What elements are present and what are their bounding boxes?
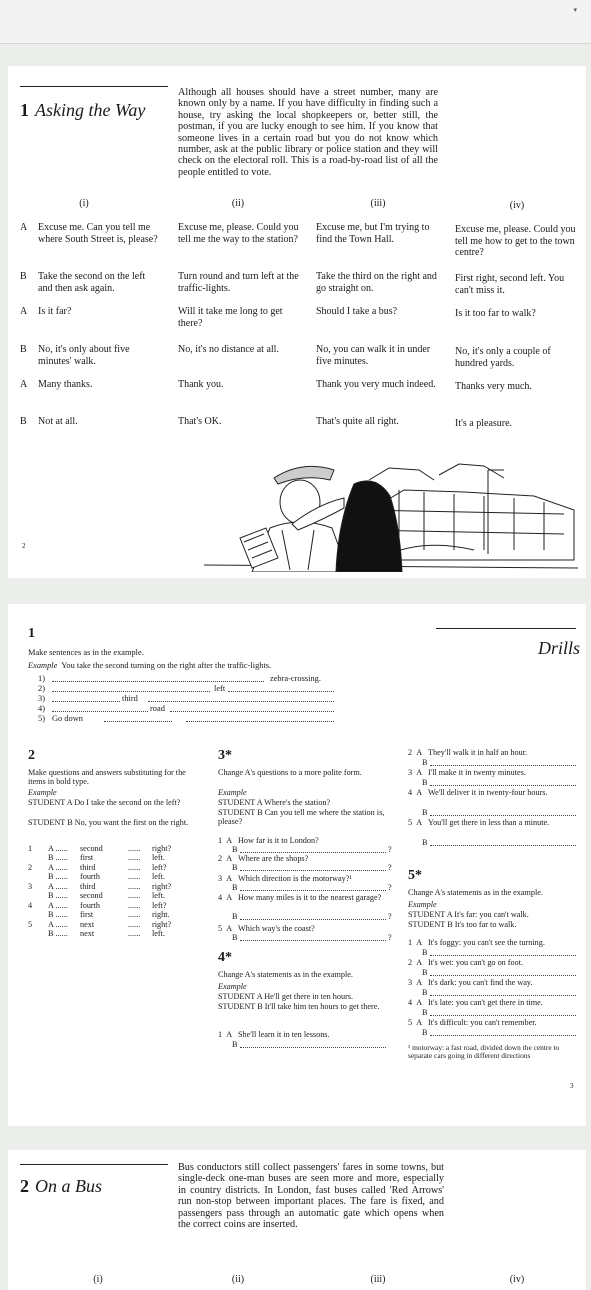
cue-word: left? [152, 863, 167, 872]
answer-line [430, 988, 576, 996]
speaker-label: B [20, 416, 27, 427]
cue-sentence: It's wet: you can't go on foot. [428, 958, 524, 967]
cue-word: right? [152, 920, 172, 929]
student-b-line: STUDENT B No, you want the first on the right. [28, 818, 189, 827]
drill-number: 1 [28, 626, 35, 641]
answer-line [52, 694, 120, 702]
cue-word: right. [152, 910, 170, 919]
cue-sentence: I'll make it in twenty minutes. [428, 768, 526, 777]
speaker-label: A [20, 379, 28, 390]
lesson-intro: Bus conductors still collect passengers' fares in some towns, but single-deck one-man buses are seen more and more, especially in country districts. In London, fast buses called 'Red Arrows' run non-stop between important places. The fare is fixed, and passengers pass through an automatic gate which opens when the correct coins are inserted. [178, 1162, 444, 1231]
dialogue-cell: No, you can walk it in under five minutes. [316, 344, 431, 367]
dialogue-cell: Will it take me long to get there? [178, 306, 283, 329]
cue-sentence: She'll learn it in ten lessons. [238, 1030, 330, 1039]
cue-word: Go down [52, 714, 83, 723]
cue-word: third [122, 694, 138, 703]
answer-line [430, 1028, 576, 1036]
answer-line [148, 694, 334, 702]
dialogue-cell: That's OK. [178, 416, 222, 427]
drill-number: 4* [218, 950, 232, 965]
street-scene-illustration [204, 450, 578, 572]
answer-line [170, 704, 334, 712]
answer-line [430, 758, 576, 766]
dialogue-cell: Not at all. [38, 416, 78, 427]
drill-instruction: Change A's questions to a more polite form. [218, 768, 362, 777]
student-a-line: STUDENT A It's far: you can't walk. [408, 910, 529, 919]
drills-title: Drills [538, 638, 581, 658]
student-b-line: STUDENT B It's too far to walk. [408, 920, 517, 929]
dialogue-cell: Is it far? [38, 306, 72, 317]
item-number: 1 [28, 844, 33, 853]
drill-instruction: Make questions and answers substituting for the items in bold type. [28, 768, 186, 787]
cue-word: second [80, 844, 103, 853]
dialogue-cell: Thanks very much. [455, 381, 532, 392]
example-label: Example [218, 788, 247, 797]
cue-sentence: It's late: you can't get there in time. [428, 998, 543, 1007]
item-number: 3) [38, 694, 45, 703]
page-lesson-2 [8, 1150, 586, 1290]
answer-line [52, 684, 210, 692]
cue-sentence: Which direction is the motorway?¹ [238, 874, 352, 883]
drill-instruction: Change A's statements as in the example. [218, 970, 353, 979]
dialogue-cell: That's quite all right. [316, 416, 399, 427]
cue-word: third [80, 882, 96, 891]
cue-word: fourth [80, 901, 101, 910]
drills-rule [436, 628, 576, 629]
column-header-ii: (ii) [231, 1274, 245, 1285]
answer-line [52, 704, 148, 712]
dialogue-cell: No, it's no distance at all. [178, 344, 279, 355]
answer-line [240, 845, 386, 853]
dialogue-cell: No, it's only a couple of hundred yards. [455, 346, 551, 369]
cue-word: right? [152, 844, 172, 853]
dialogue-cell: Turn round and turn left at the traffic-lights. [178, 271, 299, 294]
column-header-i: (i) [93, 1274, 103, 1285]
example-label: Example [408, 900, 437, 909]
column-header-iv: (iv) [509, 1274, 525, 1285]
example-label: Example [28, 661, 58, 670]
dialogue-cell: Should I take a bus? [316, 306, 398, 317]
page-drills: 1 Drills Make sentences as in the example. Example You take the second turning on the right after the traffic-lights. 1) zebra-crossing. 2) left 3) third 4) road 5) Go down 2 Make questions and answers substituting for the items in bold type. Example STUDENT A Do I take the second on the left? STUDENT B No, you want the first on the right. 1 A ...... second ...... right? B ...... first ...... left. 2 A ...... third ...... left? B ...... fourth ...... left. 3 A ...... third ...... right? B ...... second ...... left. 4 A ...... fourth ...... left? B ...... first ...... right. 5 A ...... next ...... right? B ...... next ...... left. 3* Change A's questions to a more polite form. Example STUDENT A Where's the station? STUDENT B Can you tell me where the station is, please? 1 A How far is it to London? B ? 2 A Where are the shops? B ? 3 A Which direction is the motorway?¹ B ? 4 A How many miles is it to the nearest garage? B ? 5 A Which way's the coast? B ? 4* Change A's statements as in the example. Example STUDENT A He'll get there in ten hours. STUDENT B It'll take him ten hours to get there. 1 A She'll learn it in ten lessons. B 2 A They'll walk it in half an hour. B 3 A I'll make it in twenty minutes. B 4 A We'll deliver it in twenty-four hours. B 5 A You'll get there in less than a minute. B 5* Change A's statements as in the example. Example STUDENT A It's far: you can't walk. STUDENT B It's too far to walk. 1 A It's foggy: you can't see the turning. B 2 A It's wet: you can't go on foot. B 3 A It's dark: you can't find the way. B 4 A It's late: you can't get there in time. B 5 A It's difficult: you can't remember. B ¹ motorway: a fast road, divided down the centre to separate cars going in different directions 3 [8, 604, 586, 1126]
cue-word: first [80, 910, 94, 919]
answer-line [228, 684, 334, 692]
answer-line [430, 778, 576, 786]
dialogue-cell: First right, second left. You can't miss it. [455, 273, 565, 296]
cue-sentence: Where are the shops? [238, 854, 309, 863]
cue-word: left. [152, 872, 165, 881]
heading-rule [20, 86, 168, 87]
dialogue-cell: Thank you very much indeed. [316, 379, 436, 390]
column-header-iii: (iii) [370, 198, 386, 209]
item-number: 5 [28, 920, 33, 929]
cue-word: left. [152, 929, 165, 938]
answer-line [52, 674, 264, 682]
answer-line [240, 933, 386, 941]
answer-line [430, 1008, 576, 1016]
item-number: 1) [38, 674, 45, 683]
answer-line [430, 838, 576, 846]
cue-word: next [80, 929, 95, 938]
student-a-line: STUDENT A Where's the station? [218, 798, 331, 807]
student-a-line: STUDENT A Do I take the second on the left? [28, 798, 181, 807]
cue-sentence: We'll deliver it in twenty-four hours. [428, 788, 548, 797]
student-b-line: STUDENT B Can you tell me where the station is, please? [218, 808, 385, 827]
dialogue-cell: Take the second on the left and then ask again. [38, 271, 146, 294]
dialogue-cell: Excuse me, please. Could you tell me how to get to the town centre? [455, 224, 576, 259]
dialogue-cell: Many thanks. [38, 379, 93, 390]
cue-word: left? [152, 901, 167, 910]
dialogue-cell: Excuse me, please. Could you tell me the way to the station? [178, 222, 299, 245]
column-header-ii: (ii) [231, 198, 245, 209]
answer-line [430, 948, 576, 956]
speaker-label: A [20, 306, 28, 317]
viewer-top-bar [0, 0, 591, 44]
page-number: 3 [570, 1082, 574, 1090]
heading-rule [20, 1164, 168, 1165]
speaker-label: B [20, 344, 27, 355]
lesson-heading: 2 On a Bus [20, 1176, 102, 1196]
answer-line [430, 968, 576, 976]
cue-word: second [80, 891, 103, 900]
column-header-iv: (iv) [509, 200, 525, 211]
cue-word: road [150, 704, 165, 713]
answer-line [240, 912, 386, 920]
cue-sentence: They'll walk it in half an hour. [428, 748, 528, 757]
item-number: 2 [28, 863, 33, 872]
speaker-label: B [20, 271, 27, 282]
answer-line [240, 1040, 386, 1048]
student-a-line: STUDENT A He'll get there in ten hours. [218, 992, 354, 1001]
page-lesson-1 [8, 66, 586, 578]
cue-word: right? [152, 882, 172, 891]
cue-word: third [80, 863, 96, 872]
example-label: Example [218, 982, 247, 991]
cue-word: zebra-crossing. [270, 674, 321, 683]
dialogue-cell: Thank you. [178, 379, 224, 390]
cue-word: fourth [80, 872, 101, 881]
lesson-heading: 1 Asking the Way [20, 100, 146, 120]
cue-sentence: It's dark: you can't find the way. [428, 978, 533, 987]
drill-instruction: Make sentences as in the example. [28, 648, 144, 657]
item-number: 5) [38, 714, 45, 723]
item-number: 3 [28, 882, 33, 891]
drill-number: 3* [218, 748, 232, 763]
cue-sentence: How many miles is it to the nearest garage? [238, 893, 382, 902]
answer-line [240, 883, 386, 891]
cue-sentence: It's foggy: you can't see the turning. [428, 938, 545, 947]
dialogue-cell: Is it too far to walk? [455, 308, 536, 319]
student-b-line: STUDENT B It'll take him ten hours to get there. [218, 1002, 380, 1011]
cue-word: left. [152, 891, 165, 900]
dialogue-cell: Take the third on the right and go straight on. [316, 271, 437, 294]
cue-sentence: Which way's the coast? [238, 924, 315, 933]
cue-sentence: It's difficult: you can't remember. [428, 1018, 537, 1027]
cue-sentence: How far is it to London? [238, 836, 319, 845]
page-number: 2 [22, 542, 26, 550]
item-number: 2) [38, 684, 45, 693]
cue-word: first [80, 853, 94, 862]
cue-word: next [80, 920, 95, 929]
drill-instruction: Change A's statements as in the example. [408, 888, 543, 897]
answer-line [240, 863, 386, 871]
item-number: 4) [38, 704, 45, 713]
answer-line [186, 714, 334, 722]
answer-line [104, 714, 172, 722]
example-label: Example [28, 788, 57, 797]
lesson-intro: Although all houses should have a street number, many are known only by a name. If you have difficulty in finding such a house, try asking the local shopkeepers or, better still, the postman, if you are lucky enough to see him. If you know that someone lives in a certain road but you do not know which number, ask at the public library or police station and they will check on the electoral roll. This is a road-by-road list of all the people entitled to vote. [178, 87, 438, 178]
chevron-down-icon[interactable]: ▾ [573, 6, 577, 14]
dialogue-cell: It's a pleasure. [455, 418, 513, 429]
dialogue-cell: No, it's only about five minutes' walk. [38, 344, 130, 367]
dialogue-cell: Excuse me, but I'm trying to find the Town Hall. [316, 222, 430, 245]
example-text: You take the second turning on the right after the traffic-lights. [61, 661, 272, 670]
footnote: ¹ motorway: a fast road, divided down the centre to separate cars going in different directions [408, 1043, 560, 1061]
speaker-label: A [20, 222, 28, 233]
column-header-i: (i) [79, 198, 89, 209]
answer-line [430, 808, 576, 816]
drill-number: 2 [28, 748, 35, 763]
dialogue-cell: Excuse me. Can you tell me where South Street is, please? [38, 222, 158, 245]
cue-word: left [214, 684, 226, 693]
item-number: 4 [28, 901, 33, 910]
cue-sentence: You'll get there in less than a minute. [428, 818, 550, 827]
column-header-iii: (iii) [370, 1274, 386, 1285]
cue-word: left. [152, 853, 165, 862]
drill-number: 5* [408, 868, 422, 883]
